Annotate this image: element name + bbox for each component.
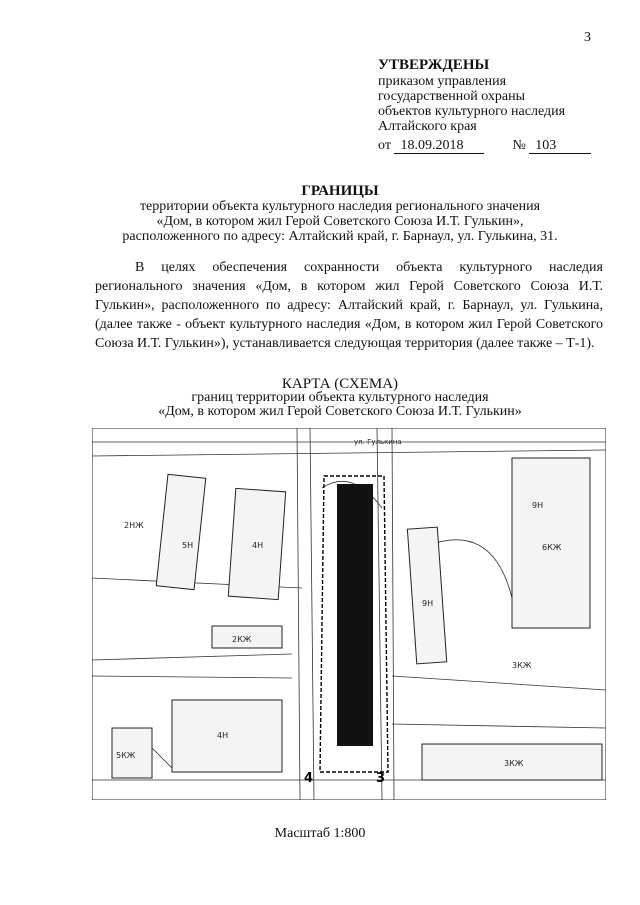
title-line: «Дом, в котором жил Герой Советского Союза И.Т. Гулькин», bbox=[156, 214, 524, 229]
title-line: расположенного по адресу: Алтайский край, г. Барнаул, ул. Гулькина, 31. bbox=[122, 229, 558, 244]
number-prefix: № bbox=[512, 138, 526, 153]
approval-number: 103 bbox=[529, 138, 591, 154]
approval-heading: УТВЕРЖДЕНЫ bbox=[378, 57, 490, 73]
boundary-map bbox=[92, 428, 606, 800]
building-label: 2КЖ bbox=[232, 635, 252, 644]
approval-date: 18.09.2018 bbox=[394, 138, 484, 154]
building-label: 3КЖ bbox=[512, 661, 532, 670]
approval-line: приказом управления bbox=[378, 74, 507, 89]
building-label: 5КЖ bbox=[116, 751, 136, 760]
map-title-line: «Дом, в котором жил Герой Советского Союза И.Т. Гулькин» bbox=[158, 404, 522, 419]
building-label: 9Н bbox=[532, 501, 544, 510]
approval-line: объектов культурного наследия bbox=[378, 104, 566, 119]
title-heading: ГРАНИЦЫ bbox=[301, 183, 379, 199]
street-label: ул. Гулькина bbox=[354, 438, 402, 446]
document-title bbox=[70, 184, 610, 244]
building-label: 5Н bbox=[182, 541, 194, 550]
body-paragraph: В целях обеспечения сохранности объекта культурного наследия регионального значения «Дом, в котором жил Герой Советского Союза И.Т. Гулькин», расположенного по адресу: Алтайский край, г. Барнаул, ул. Гулькина, (далее также - объект культурного наследия «Дом, в котором жил Герой Советского Союза И.Т. Гулькин»), устанавливается следующая территория (далее также – Т-1). bbox=[95, 260, 603, 351]
building-label: 2НЖ bbox=[124, 521, 144, 530]
building-label: 4Н bbox=[252, 541, 264, 550]
building-label: 6КЖ bbox=[542, 543, 562, 552]
approval-line: Алтайского края bbox=[378, 119, 477, 134]
building-label: 3КЖ bbox=[504, 759, 524, 768]
boundary-point-4: 4 bbox=[304, 771, 314, 786]
boundary-point-3: 3 bbox=[376, 771, 386, 786]
map-scale: Масштаб 1:800 bbox=[274, 826, 366, 841]
approval-date-row bbox=[378, 138, 618, 154]
approval-block bbox=[378, 58, 618, 154]
approval-line: государственной охраны bbox=[378, 89, 526, 104]
title-line: территории объекта культурного наследия регионального значения bbox=[139, 199, 541, 214]
map-title-heading: КАРТА (СХЕМА) bbox=[281, 376, 399, 392]
building-label: 4Н bbox=[217, 731, 229, 740]
map-title bbox=[70, 377, 610, 419]
heritage-object-footprint bbox=[337, 484, 373, 746]
building-label: 9Н bbox=[422, 599, 434, 608]
map-title-line: границ территории объекта культурного наследия bbox=[191, 390, 489, 405]
page-number: 3 bbox=[584, 30, 591, 45]
date-prefix: от bbox=[378, 138, 391, 153]
